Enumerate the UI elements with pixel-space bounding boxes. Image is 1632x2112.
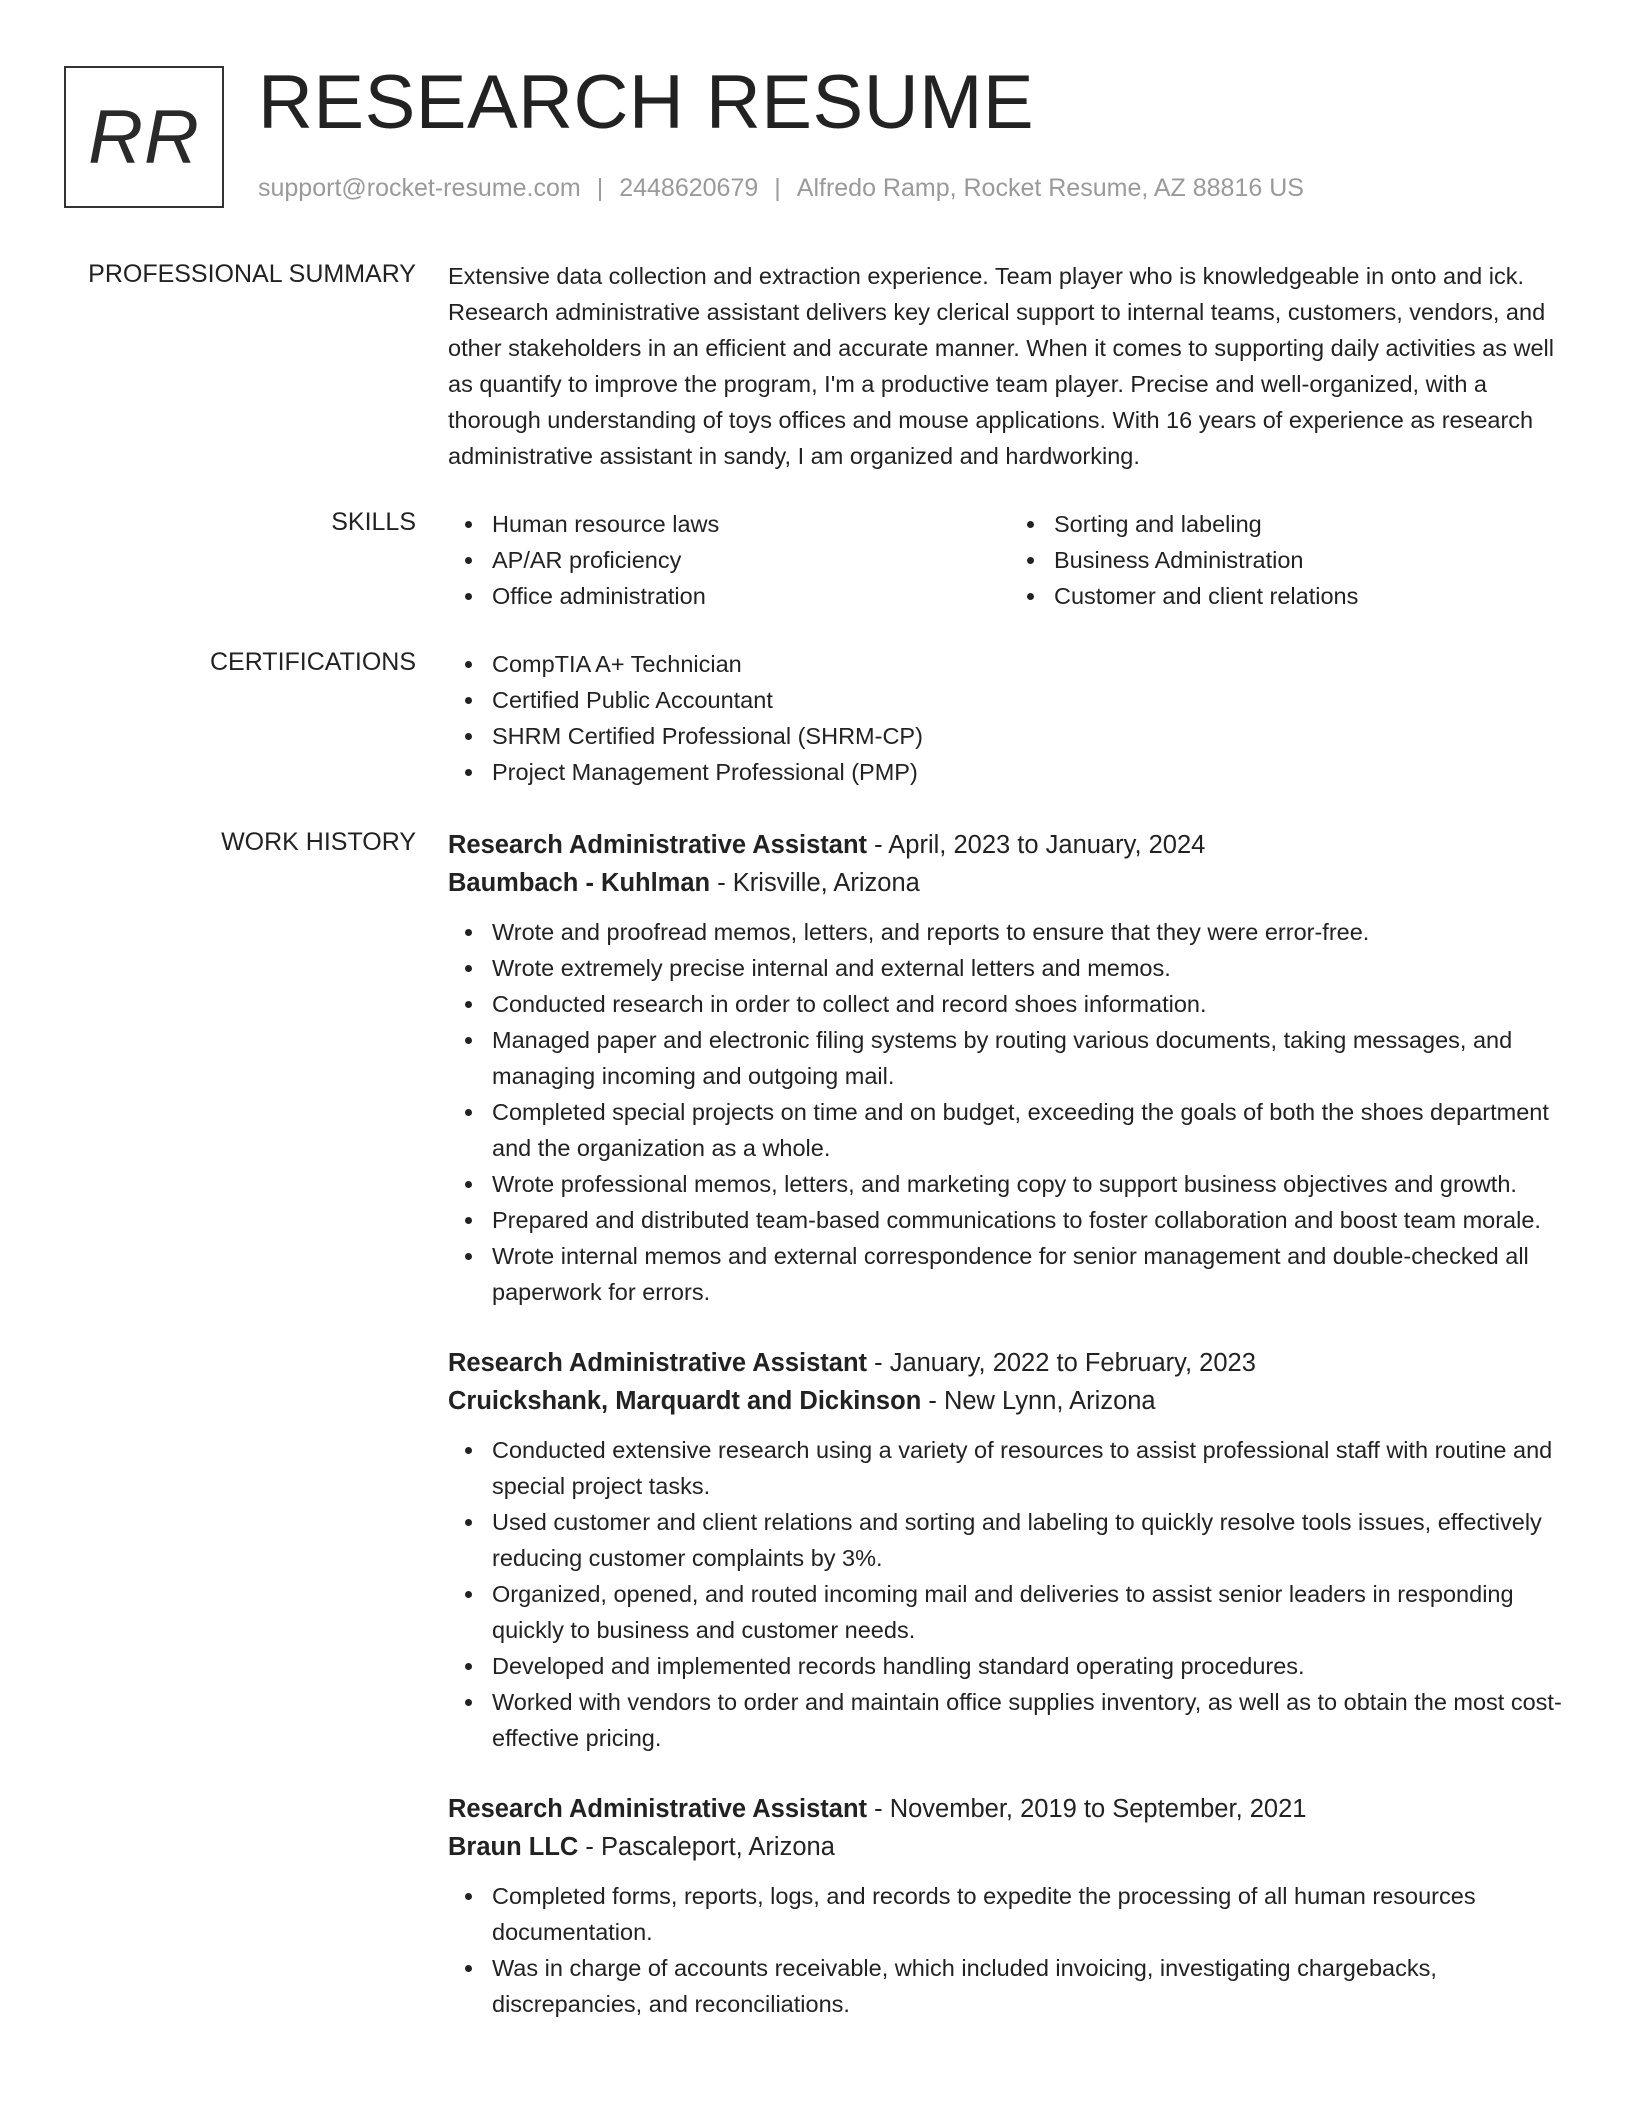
job-bullet: Wrote internal memos and external correspondence for senior management and double-checked all paperwork for errors. [492,1238,1572,1310]
contact-email: support@rocket-resume.com [258,174,581,202]
job-title: Research Administrative Assistant [448,831,868,859]
job-location: - New Lynn, Arizona [921,1387,1156,1415]
certification-item: Project Management Professional (PMP) [492,754,1572,790]
resume-title: RESEARCH RESUME [258,60,1035,145]
job-dates: - January, 2022 to February, 2023 [867,1349,1256,1377]
job-company: Baumbach - Kuhlman [448,869,711,897]
job-bullet: Used customer and client relations and sorting and labeling to quickly resolve tools issues, effectively reducing customer complaints by 3%. [492,1504,1572,1576]
work-history-label: WORK HISTORY [221,828,416,856]
job-dates: - April, 2023 to January, 2024 [867,831,1206,859]
skill-item: Office administration [492,578,1010,614]
skill-item: Sorting and labeling [1054,506,1572,542]
job-location: - Pascaleport, Arizona [578,1833,835,1861]
job-title: Research Administrative Assistant [448,1349,868,1377]
job-company-line [448,1382,1572,1420]
work-history-body [448,826,1572,2056]
skill-item: Human resource laws [492,506,1010,542]
certification-item: CompTIA A+ Technician [492,646,1572,682]
monogram-logo: RR [64,66,224,208]
certifications-list [448,646,1572,790]
certifications-body [448,646,1572,790]
contact-address: Alfredo Ramp, Rocket Resume, AZ 88816 US [796,174,1304,202]
skills-grid [448,506,1572,614]
job-bullet: Was in charge of accounts receivable, which included invoicing, investigating chargebacks, discrepancies, and reconciliations. [492,1950,1572,2022]
contact-phone: 2448620679 [619,174,759,202]
job-dates: - November, 2019 to September, 2021 [867,1795,1307,1823]
job-bullet: Developed and implemented records handling standard operating procedures. [492,1648,1572,1684]
job-bullet: Conducted research in order to collect and record shoes information. [492,986,1572,1022]
summary-label: PROFESSIONAL SUMMARY [88,260,416,288]
job-location: - Krisville, Arizona [710,869,920,897]
job-bullet: Completed forms, reports, logs, and records to expedite the processing of all human resources documentation. [492,1878,1572,1950]
certification-item: Certified Public Accountant [492,682,1572,718]
job-company-line [448,1828,1572,1866]
skills-label: SKILLS [331,508,416,536]
job-entry [448,1344,1572,1756]
job-bullet: Wrote professional memos, letters, and marketing copy to support business objectives and growth. [492,1166,1572,1202]
job-bullet: Worked with vendors to order and maintain office supplies inventory, as well as to obtain the most cost-effective pricing. [492,1684,1572,1756]
contact-separator: | [596,174,604,202]
job-bullet: Completed special projects on time and on budget, exceeding the goals of both the shoes department and the organization as a whole. [492,1094,1572,1166]
job-bullet: Conducted extensive research using a variety of resources to assist professional staff with routine and special project tasks. [492,1432,1572,1504]
skills-list-right [1010,506,1572,614]
job-title-line [448,826,1572,864]
job-title: Research Administrative Assistant [448,1795,868,1823]
contact-line [258,174,1304,203]
job-company: Cruickshank, Marquardt and Dickinson [448,1387,922,1415]
job-company-line [448,864,1572,902]
job-bullet: Wrote and proofread memos, letters, and reports to ensure that they were error-free. [492,914,1572,950]
skill-item: Business Administration [1054,542,1572,578]
job-bullet: Wrote extremely precise internal and external letters and memos. [492,950,1572,986]
skills-body [448,506,1572,614]
skill-item: Customer and client relations [1054,578,1572,614]
job-company: Braun LLC [448,1833,579,1861]
job-entry [448,826,1572,1310]
job-title-line [448,1344,1572,1382]
summary-text: Extensive data collection and extraction experience. Team player who is knowledgeable in onto and ick. Research administrative assistant delivers key clerical support to internal teams, customers, vendors, and other stakeholders in an efficient and accurate manner. When it comes to supporting daily activities as well as quantify to improve the program, I'm a productive team player. Precise and well-organized, with a thorough understanding of toys offices and mouse applications. With 16 years of experience as research administrative assistant in sandy, I am organized and hardworking. [448,263,1554,469]
job-bullets [448,914,1572,1310]
skill-item: AP/AR proficiency [492,542,1010,578]
contact-separator: | [774,174,781,202]
job-bullets [448,1878,1572,2022]
job-entry [448,1790,1572,2022]
job-bullet: Prepared and distributed team-based communications to foster collaboration and boost team morale. [492,1202,1572,1238]
job-bullets [448,1432,1572,1756]
job-title-line [448,1790,1572,1828]
job-bullet: Managed paper and electronic filing systems by routing various documents, taking messages, and managing incoming and outgoing mail. [492,1022,1572,1094]
certification-item: SHRM Certified Professional (SHRM-CP) [492,718,1572,754]
job-bullet: Organized, opened, and routed incoming mail and deliveries to assist senior leaders in responding quickly to business and customer needs. [492,1576,1572,1648]
skills-list-left [448,506,1010,614]
certifications-label: CERTIFICATIONS [209,648,416,676]
